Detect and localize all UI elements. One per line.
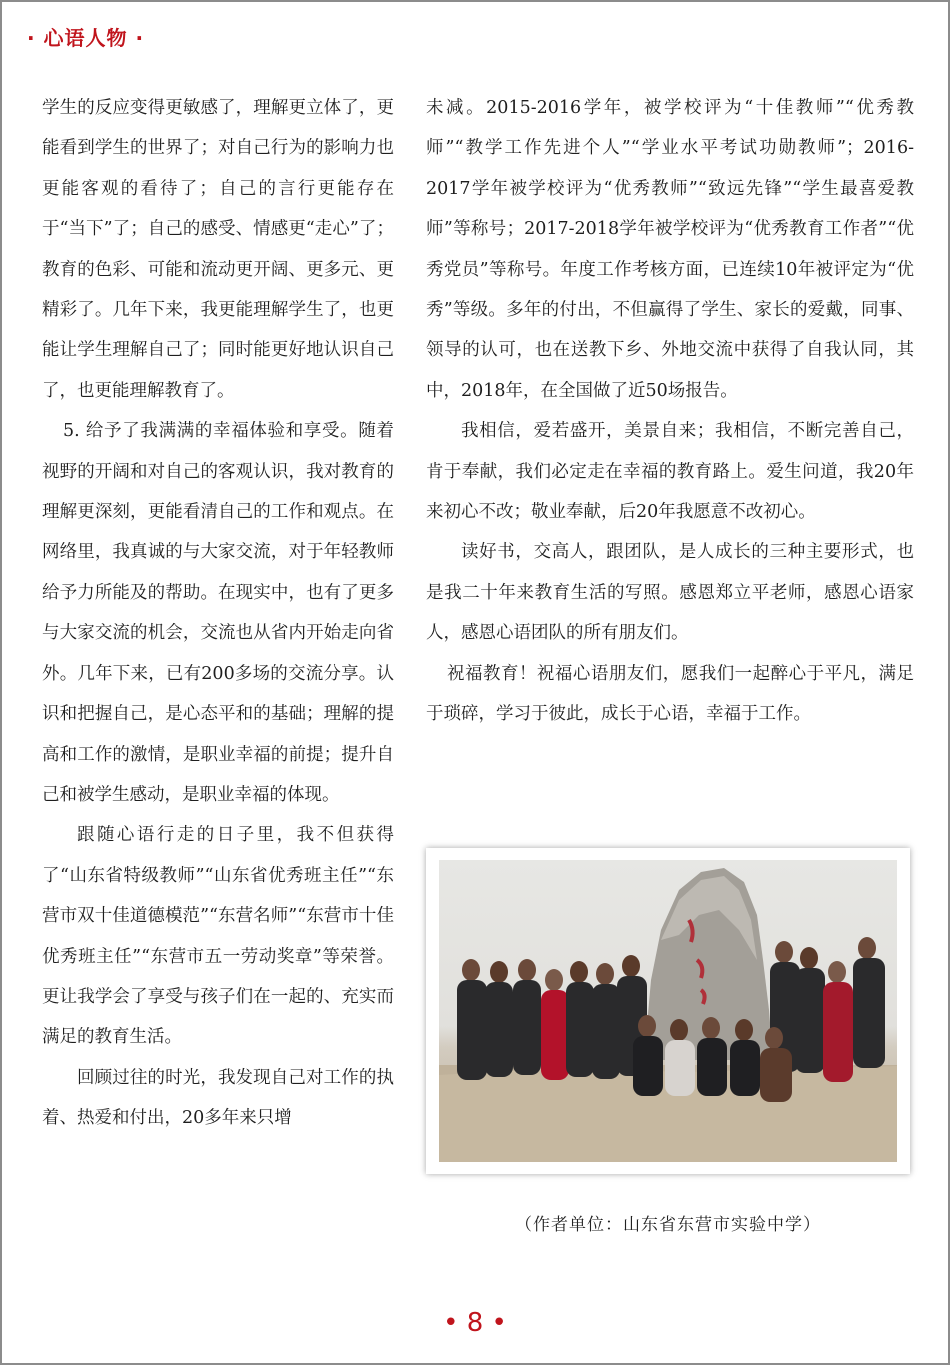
author-affiliation: （作者单位：山东省东营市实验中学）: [515, 1215, 821, 1235]
paragraph: 5. 给予了我满满的幸福体验和享受。随着视野的开阔和对自己的客观认识，我对教育的理解更深刻，更能看清自己的工作和观点。在网络里，我真诚的与大家交流，对于年轻教师给予力所能及的帮助。在现实中，也有了更多与大家交流的机会，交流也从省内开始走向省外。几年下来，已有200多场的交流分享。认识和把握自己，是心态平和的基础；理解的提高和工作的激情，是职业幸福的前提；提升自己和被学生感动，是职业幸福的体现。: [42, 421, 394, 805]
page-number: • 8 •: [443, 1308, 507, 1338]
paragraph: 跟随心语行走的日子里，我不但获得了“山东省特级教师”“山东省优秀班主任”“东营市双十佳道德模范”“东营名师”“东营市十佳优秀班主任”“东营市五一劳动奖章”等荣誉。更让我学会了享受与孩子们在一起的、充实而满足的教育生活。: [42, 825, 394, 1048]
paragraph: 学生的反应变得更敏感了，理解更立体了，更能看到学生的世界了；对自己行为的影响力也更能客观的看待了；自己的言行更能存在于“当下”了；自己的感受、情感更“走心”了；教育的色彩、可能和流动更开阔、更多元、更精彩了。几年下来，我更能理解学生了，也更能让学生理解自己了；同时能更好地认识自己了，也更能理解教育了。: [42, 98, 394, 401]
paragraph: 祝福教育！祝福心语朋友们，愿我们一起醉心于平凡，满足于琐碎，学习于彼此，成长于心语，幸福于工作。: [426, 663, 914, 725]
paragraph: 回顾过往的时光，我发现自己对工作的执着、热爱和付出，20多年来只增: [42, 1067, 394, 1129]
group-photo-illustration: [439, 860, 897, 1162]
paragraph: 我相信，爱若盛开，美景自来；我相信，不断完善自己，肯于奉献，我们必定走在幸福的教育路上。爱生问道，我20年来初心不改；敬业奉献，后20年我愿意不改初心。: [426, 421, 914, 523]
group-photo: [439, 860, 897, 1162]
group-photo-frame: [426, 848, 910, 1174]
right-text-column: [426, 88, 914, 735]
section-header: · 心语人物 ·: [27, 26, 145, 50]
left-text-column: [42, 88, 394, 1139]
paragraph: 未减。2015-2016学年，被学校评为“十佳教师”“优秀教师”“教学工作先进个人”“学业水平考试功勋教师”；2016-2017学年被学校评为“优秀教师”“致远先锋”“学生最喜爱教师”等称号；2017-2018学年被学校评为“优秀教育工作者”“优秀党员”等称号。年度工作考核方面，已连续10年被评定为“优秀”等级。多年的付出，不但赢得了学生、家长的爱戴，同事、领导的认可，也在送教下乡、外地交流中获得了自我认同，其中，2018年，在全国做了近50场报告。: [426, 98, 914, 401]
paragraph: 读好书，交高人，跟团队，是人成长的三种主要形式，也是我二十年来教育生活的写照。感恩郑立平老师，感恩心语家人，感恩心语团队的所有朋友们。: [426, 542, 914, 644]
